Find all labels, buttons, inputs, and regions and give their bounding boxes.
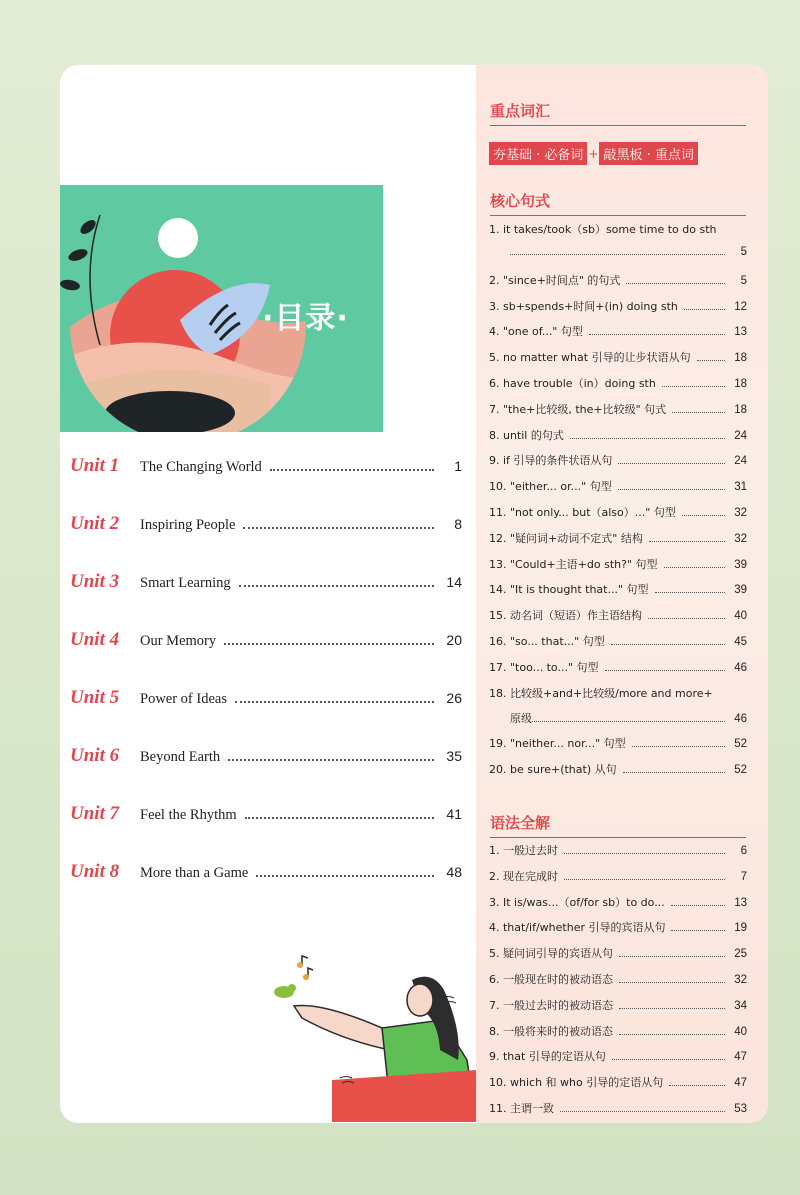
sentence-entry — [489, 735, 747, 751]
vocab-heading: 重点词汇 — [490, 100, 746, 126]
sentence-page-number: 24 — [734, 455, 747, 468]
grammar-entry — [489, 894, 747, 910]
sentence-text: 20. be sure+(that) 从句 — [489, 763, 617, 777]
grammar-page-number: 6 — [740, 845, 747, 857]
grammar-entry — [489, 1100, 747, 1116]
sentence-text: 9. if 引导的条件状语从句 — [489, 454, 613, 468]
grammar-entry — [489, 868, 747, 884]
grammar-text: 6. 一般现在时的被动语态 — [489, 973, 613, 986]
grammar-text: 9. that 引导的定语从句 — [489, 1050, 606, 1064]
sentence-text: 4. "one of..." 句型 — [489, 325, 583, 339]
sentence-text: 5. no matter what 引导的让步状语从句 — [489, 351, 691, 365]
grammar-page-number: 19 — [734, 922, 747, 935]
girl-bird-illustration — [262, 950, 476, 1122]
contents-title: ·目录· — [262, 301, 349, 336]
sentence-page-number: 5 — [740, 274, 747, 287]
sentence-cont-text: 原级 — [510, 711, 532, 725]
grammar-text: 1. 一般过去时 — [489, 844, 558, 857]
dot-leader — [697, 360, 725, 361]
grammar-page-number: 32 — [734, 974, 747, 986]
dot-leader — [623, 772, 725, 773]
grammar-page-number: 25 — [734, 948, 747, 961]
sentence-page-number: 18 — [734, 403, 747, 416]
dot-leader — [270, 469, 434, 471]
sentence-text: 1. it takes/took（sb）some time to do sth — [489, 223, 717, 236]
dot-leader — [564, 853, 725, 854]
sentence-entry — [489, 581, 747, 597]
grammar-text: 5. 疑问词引导的宾语从句 — [489, 947, 613, 961]
unit-page-number: 35 — [446, 748, 462, 764]
dot-leader — [671, 905, 725, 906]
sentence-entry — [489, 556, 747, 572]
grammar-page-number: 53 — [734, 1103, 747, 1115]
dot-leader — [611, 644, 725, 645]
grammar-entry — [489, 1048, 747, 1064]
grammar-page-number: 47 — [734, 1077, 747, 1090]
unit-page-number: 8 — [454, 516, 462, 532]
dot-leader — [672, 412, 725, 413]
sentence-continuation — [510, 246, 747, 258]
unit-title: Beyond Earth — [140, 749, 221, 765]
unit-page-number: 1 — [454, 458, 462, 474]
grammar-entry — [489, 842, 747, 858]
sentence-page-number: 39 — [734, 558, 747, 571]
dot-leader — [619, 956, 725, 957]
sentence-page-number: 18 — [734, 352, 747, 365]
unit-page-number: 20 — [446, 632, 462, 648]
grammar-entry — [489, 1023, 747, 1039]
dot-leader — [532, 721, 725, 722]
unit-row — [70, 571, 462, 599]
grammar-page-number: 47 — [734, 1051, 747, 1064]
grammar-text: 11. 主谓一致 — [489, 1102, 554, 1115]
unit-title: More than a Game — [140, 865, 249, 881]
dot-leader — [243, 527, 434, 529]
grammar-page-number: 7 — [740, 870, 747, 883]
grammar-entry — [489, 945, 747, 961]
sentence-entry — [489, 530, 747, 546]
dot-leader — [626, 283, 725, 284]
dot-leader — [256, 875, 434, 877]
grammar-page-number: 40 — [734, 1025, 747, 1038]
sentence-text: 12. "疑问词+动词不定式" 结构 — [489, 531, 643, 545]
sentence-page-number: 24 — [734, 429, 747, 442]
sentence-page-number: 40 — [734, 610, 747, 623]
unit-page-number: 48 — [446, 864, 462, 880]
sentence-page-number: 46 — [734, 712, 747, 725]
sentence-entry — [489, 427, 747, 443]
sentence-page-number: 12 — [734, 300, 747, 313]
unit-page-number: 14 — [446, 574, 462, 590]
unit-row — [70, 803, 462, 831]
dot-leader — [618, 463, 725, 464]
sentence-entry — [489, 761, 747, 777]
dot-leader — [671, 930, 725, 931]
sentence-entry — [489, 659, 747, 675]
dot-leader — [664, 567, 725, 568]
unit-title: Feel the Rhythm — [140, 807, 237, 823]
unit-row — [70, 745, 462, 773]
dot-leader — [612, 1059, 725, 1060]
dot-leader — [669, 1085, 725, 1086]
sentence-page-number: 39 — [734, 584, 747, 597]
sentence-text: 7. "the+比较级, the+比较级" 句式 — [489, 402, 667, 416]
sentence-text: 6. have trouble（in）doing sth — [489, 377, 656, 390]
unit-row — [70, 455, 462, 483]
grammar-entry — [489, 919, 747, 935]
sentence-entry — [489, 349, 747, 365]
dot-leader — [589, 334, 725, 335]
dot-leader — [682, 515, 725, 516]
dot-leader — [632, 746, 725, 747]
sentence-text: 16. "so... that..." 句型 — [489, 635, 605, 648]
sentence-page-number: 52 — [734, 764, 747, 777]
dot-leader — [684, 309, 725, 310]
sentence-entry — [489, 452, 747, 468]
unit-row — [70, 861, 462, 889]
sentences-heading: 核心句式 — [490, 190, 746, 216]
sentence-page-number: 18 — [734, 378, 747, 390]
unit-label: Unit 4 — [70, 629, 120, 650]
grammar-text: 10. which 和 who 引导的定语从句 — [489, 1076, 664, 1090]
sentence-text: 15. 动名词（短语）作主语结构 — [489, 609, 642, 623]
sentence-entry — [489, 323, 747, 339]
sentence-page-number: 32 — [734, 532, 747, 545]
dot-leader — [605, 670, 725, 671]
sentence-entry — [489, 375, 747, 391]
dot-leader — [619, 1008, 725, 1009]
sentence-page-number: 46 — [734, 661, 747, 674]
unit-label: Unit 7 — [70, 803, 120, 824]
unit-label: Unit 8 — [70, 861, 120, 882]
sentence-text: 10. "either... or..." 句型 — [489, 480, 612, 494]
grammar-page-number: 13 — [734, 896, 747, 909]
dot-leader — [619, 1034, 725, 1035]
dot-leader — [648, 618, 725, 619]
unit-label: Unit 1 — [70, 455, 120, 476]
unit-label: Unit 6 — [70, 745, 120, 766]
sentence-text: 13. "Could+主语+do sth?" 句型 — [489, 557, 658, 571]
sentence-text: 18. 比较级+and+比较级/more and more+ — [489, 686, 713, 700]
unit-row — [70, 513, 462, 541]
sentence-page-number: 45 — [734, 636, 747, 648]
unit-row — [70, 629, 462, 657]
sentence-entry — [489, 504, 747, 520]
sentence-entry — [489, 221, 747, 237]
grammar-text: 4. that/if/whether 引导的宾语从句 — [489, 921, 666, 935]
sentence-page-number: 32 — [734, 507, 747, 519]
dot-leader — [570, 438, 725, 439]
sentence-text: 19. "neither... nor..." 句型 — [489, 737, 626, 751]
unit-title: Our Memory — [140, 633, 217, 649]
sentence-entry — [489, 607, 747, 623]
sentence-continuation — [510, 710, 747, 726]
dot-leader — [235, 701, 434, 703]
vocab-tag-basic: 夯基础 · 必备词 — [489, 142, 587, 165]
grammar-text: 3. It is/was...（of/for sb）to do... — [489, 895, 665, 909]
grammar-entry — [489, 1074, 747, 1090]
grammar-page-number: 34 — [734, 999, 747, 1012]
sentence-entry — [489, 633, 747, 649]
unit-title: Inspiring People — [140, 517, 236, 533]
dot-leader — [245, 817, 434, 819]
dot-leader — [619, 982, 725, 983]
grammar-text: 7. 一般过去时的被动语态 — [489, 998, 613, 1012]
unit-page-number: 26 — [446, 690, 462, 706]
dot-leader — [618, 489, 725, 490]
sentence-page-number: 5 — [740, 246, 747, 258]
sentence-page-number: 31 — [734, 481, 747, 494]
unit-title: The Changing World — [140, 459, 262, 475]
sentence-text: 14. "It is thought that..." 句型 — [489, 583, 649, 597]
sentence-entry — [489, 685, 747, 701]
sentence-text: 17. "too... to..." 句型 — [489, 660, 599, 674]
dot-leader — [239, 585, 434, 587]
grammar-heading: 语法全解 — [490, 812, 746, 838]
dot-leader — [228, 759, 434, 761]
dot-leader — [655, 592, 725, 593]
sentence-page-number: 52 — [734, 738, 747, 751]
unit-row — [70, 687, 462, 715]
unit-label: Unit 3 — [70, 571, 120, 592]
sentence-entry — [489, 478, 747, 494]
sentence-page-number: 13 — [734, 326, 747, 339]
unit-page-number: 41 — [446, 806, 462, 822]
dot-leader — [662, 386, 725, 387]
grammar-text: 2. 现在完成时 — [489, 869, 558, 883]
dot-leader — [510, 254, 725, 255]
sentence-entry — [489, 298, 747, 314]
sentence-text: 8. until 的句式 — [489, 428, 564, 442]
grammar-text: 8. 一般将来时的被动语态 — [489, 1024, 613, 1038]
vocab-tags — [489, 142, 698, 165]
unit-title: Power of Ideas — [140, 691, 227, 707]
sentence-text: 3. sb+spends+时间+(in) doing sth — [489, 299, 678, 313]
dot-leader — [564, 879, 725, 880]
grammar-entry — [489, 971, 747, 987]
sentence-entry — [489, 401, 747, 417]
sentence-text: 2. "since+时间点" 的句式 — [489, 273, 621, 287]
dot-leader — [560, 1111, 725, 1112]
sentence-entry — [489, 272, 747, 288]
vocab-plus: + — [588, 146, 599, 161]
grammar-entry — [489, 997, 747, 1013]
unit-title: Smart Learning — [140, 575, 231, 591]
vocab-tag-key: 敲黑板 · 重点词 — [599, 142, 697, 165]
unit-label: Unit 2 — [70, 513, 120, 534]
sentence-text: 11. "not only... but（also）..." 句型 — [489, 506, 676, 519]
unit-label: Unit 5 — [70, 687, 120, 708]
dot-leader — [224, 643, 434, 645]
dot-leader — [649, 541, 725, 542]
